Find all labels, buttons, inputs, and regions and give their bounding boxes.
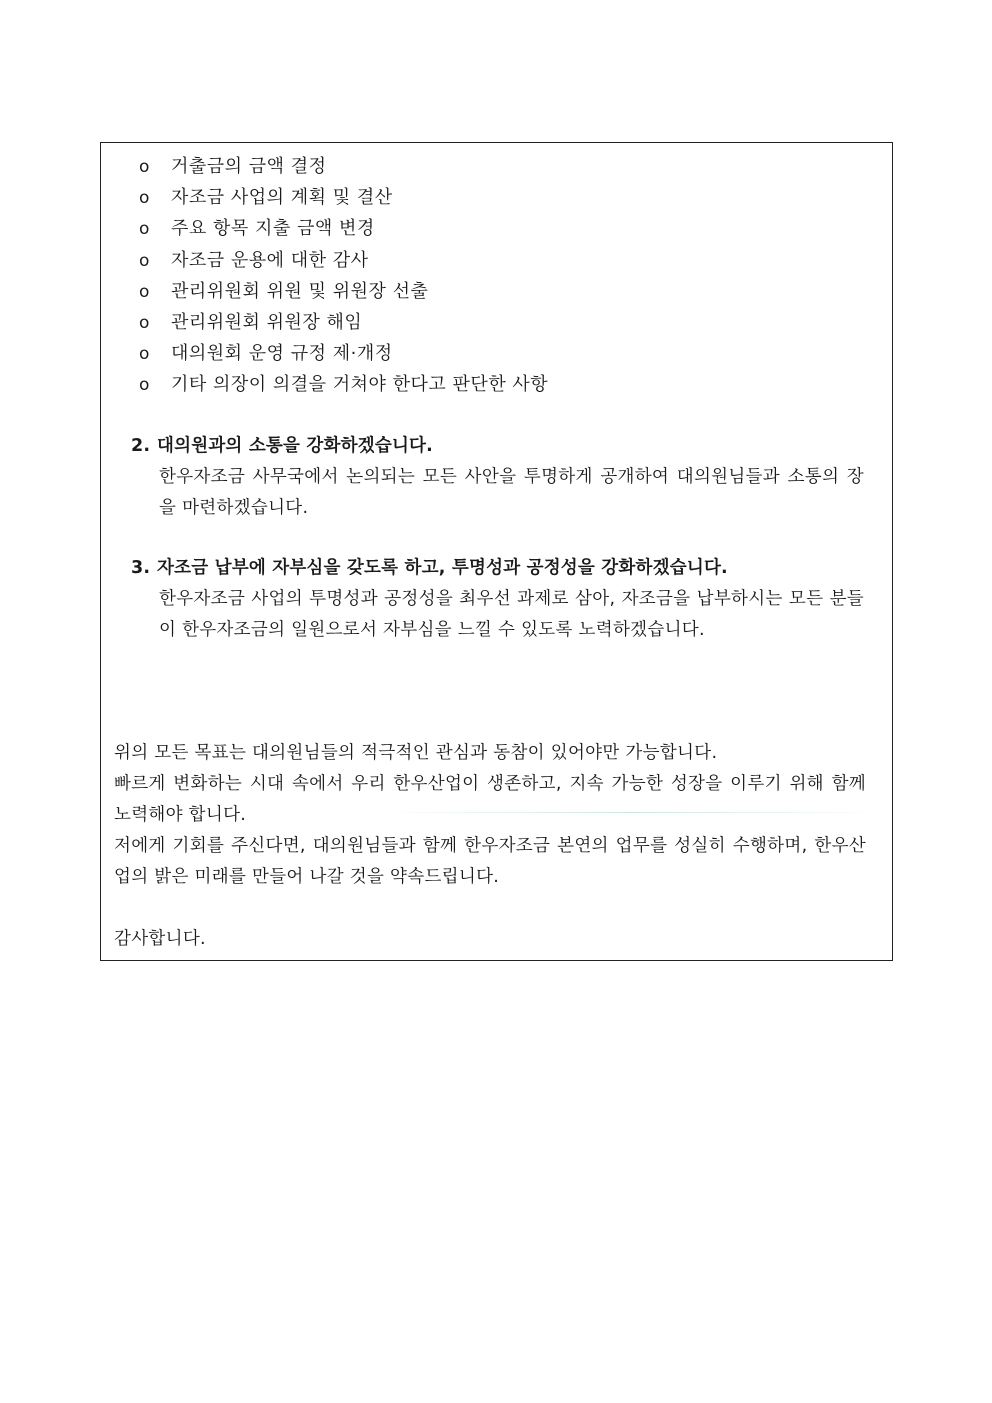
section-title: 대의원과의 소통을 강화하겠습니다. <box>157 436 434 456</box>
bullet-marker: o <box>139 219 150 240</box>
section-title: 자조금 납부에 자부심을 갖도록 하고, 투명성과 공정성을 강화하겠습니다. <box>157 558 728 578</box>
content-box <box>100 142 893 961</box>
closing-paragraph: 빠르게 변화하는 시대 속에서 우리 한우산업이 생존하고, 지속 가능한 성장을 이루기 위해 함께 노력해야 합니다. <box>114 774 866 825</box>
bullet-marker: o <box>139 344 150 365</box>
list-item-text: 자조금 운용에 대한 감사 <box>171 249 369 271</box>
section-number: 3. <box>131 558 151 578</box>
section-number: 2. <box>131 436 151 456</box>
section-body: 한우자조금 사업의 투명성과 공정성을 최우선 과제로 삼아, 자조금을 납부하시는 모든 분들이 한우자조금의 일원으로서 자부심을 느낄 수 있도록 노력하겠습니다. <box>159 589 864 640</box>
list-item <box>139 276 548 307</box>
bullet-marker: o <box>139 312 150 333</box>
list-item-text: 거출금의 금액 결정 <box>171 156 327 177</box>
list-item <box>139 213 548 244</box>
closing-remarks <box>114 738 866 955</box>
list-item-text: 관리위원회 위원장 해임 <box>171 311 363 333</box>
section-communication <box>131 431 864 524</box>
list-item <box>139 182 548 213</box>
bullet-marker: o <box>139 188 150 209</box>
section-heading <box>131 431 864 462</box>
closing-paragraph: 위의 모든 목표는 대의원님들의 적극적인 관심과 동참이 있어야만 가능합니다. <box>114 743 718 763</box>
closing-thanks: 감사합니다. <box>114 929 206 949</box>
bullet-marker: o <box>139 250 150 271</box>
list-item-text: 관리위원회 위원 및 위원장 선출 <box>171 280 429 302</box>
closing-paragraph: 저에게 기회를 주신다면, 대의원님들과 함께 한우자조금 본연의 업무를 성실히 수행하며, 한우산업의 밝은 미래를 만들어 나갈 것을 약속드립니다. <box>114 836 866 887</box>
list-item <box>139 151 548 182</box>
section-body: 한우자조금 사무국에서 논의되는 모든 사안을 투명하게 공개하여 대의원님들과 소통의 장을 마련하겠습니다. <box>159 467 864 518</box>
section-transparency <box>131 553 864 646</box>
bullet-marker: o <box>139 157 150 177</box>
bullet-list <box>139 151 548 401</box>
list-item-text: 기타 의장이 의결을 거쳐야 한다고 판단한 사항 <box>171 374 549 396</box>
list-item <box>139 369 548 400</box>
bullet-marker: o <box>139 281 150 302</box>
list-item-text: 주요 항목 지출 금액 변경 <box>171 218 375 240</box>
list-item <box>139 245 548 276</box>
list-item <box>139 338 548 369</box>
section-heading <box>131 553 864 584</box>
list-item <box>139 307 548 338</box>
bullet-marker: o <box>139 375 150 396</box>
list-item-text: 자조금 사업의 계획 및 결산 <box>171 187 393 209</box>
list-item-text: 대의원회 운영 규정 제·개정 <box>171 343 393 365</box>
